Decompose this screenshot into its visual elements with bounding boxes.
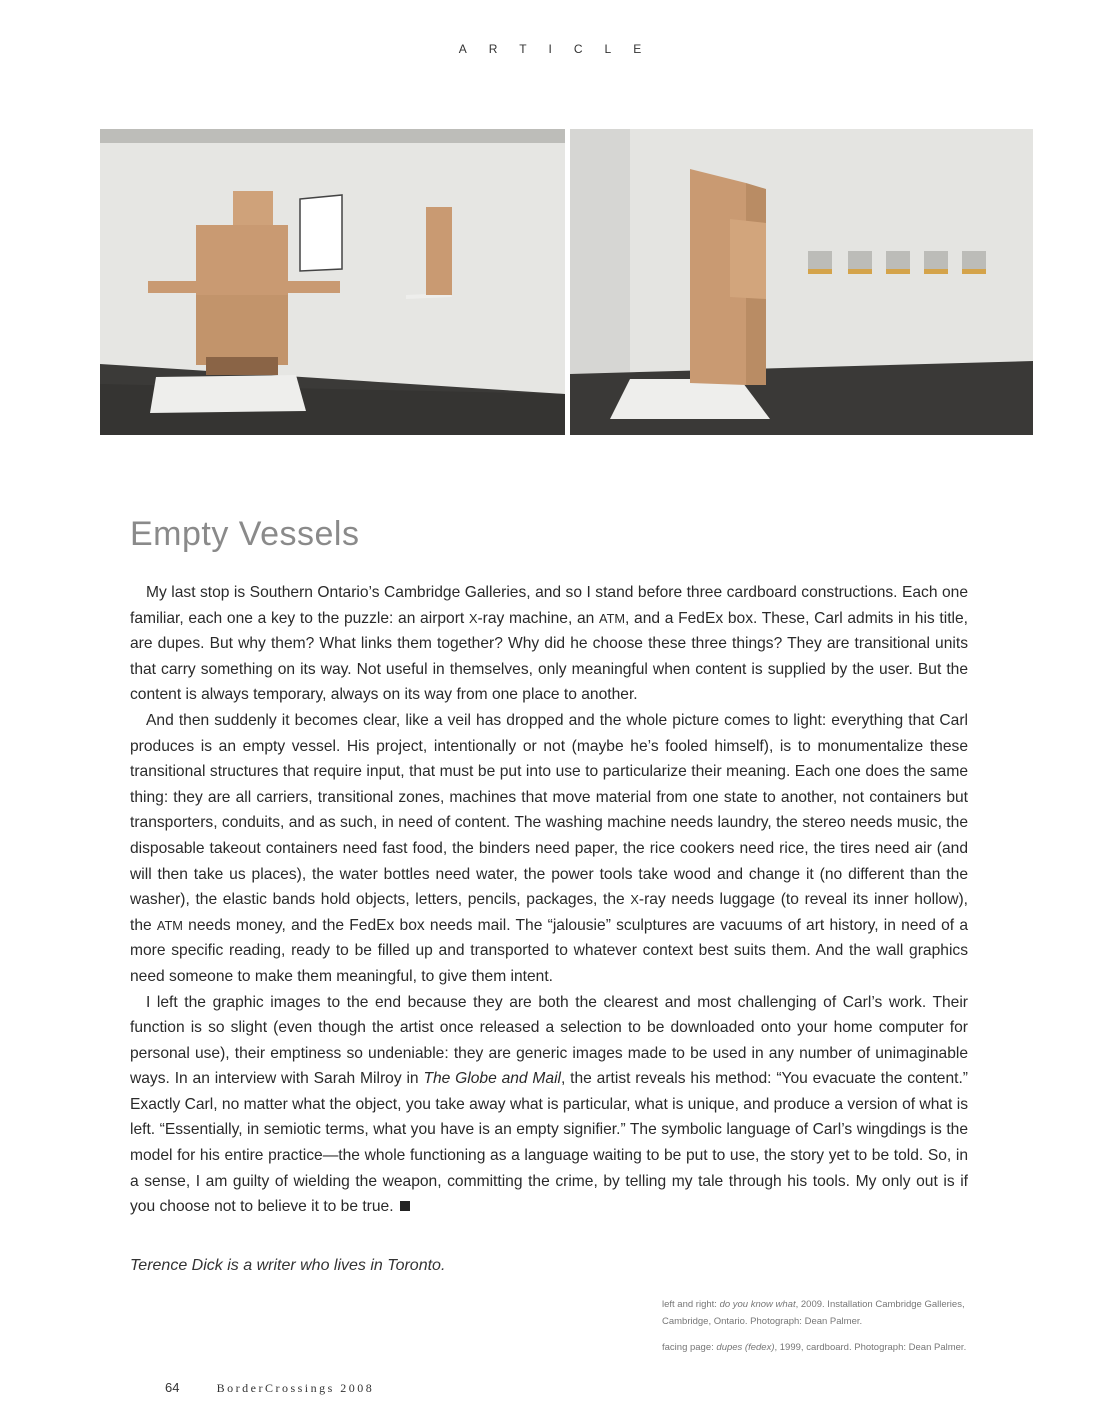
- end-mark-icon: [400, 1201, 410, 1211]
- caption: left and right: do you know what, 2009. Installation Cambridge Galleries, Cambridge, Ontario. Photograph: Dean Palmer.: [662, 1299, 965, 1327]
- page-number: 64: [165, 1380, 180, 1395]
- installation-photo-right: [570, 129, 1033, 435]
- photo-captions: [662, 1297, 972, 1367]
- paragraph: My last stop is Southern Ontario’s Cambridge Galleries, and so I stand before three cardboard constructions. Each one familiar, each one a key to the puzzle: an airport X-ray machine, an ATM, and a FedEx box. These, Carl admits in his title, are dupes. But why them? What links them together? Why did he choose these three things? They are transitional units that carry something on its way. Not useful in themselves, only meaningful when content is supplied by the user. But the content is always temporary, always on its way from one place to another.: [130, 584, 969, 704]
- article-title: Empty Vessels: [130, 515, 360, 553]
- paragraph: I left the graphic images to the end because they are both the clearest and most challenging of Carl’s work. Their function is so slight (even though the artist once released a selection to be downloaded onto your home computer for personal use), their emptiness so undeniable: they are generic images made to be used in any number of unimaginable ways. In an interview with Sarah Milroy in The Globe and Mail, the artist reveals his method: “You evacuate the content.” Exactly Carl, no matter what the object, you take away what is particular, what is unique, and produce a version of what is left. “Essentially, in semiotic terms, what you have is an empty signifier.” The symbolic language of Carl’s wingdings is the model for his entire practice—the whole functioning as a language waiting to be put to use, the story yet to be told. So, in a sense, I am guilty of wielding the weapon, committing the crime, by telling my tale through his tools. My only out is if you choose not to believe it to be true.: [130, 993, 968, 1216]
- caption: facing page: dupes (fedex), 1999, cardboard. Photograph: Dean Palmer.: [662, 1342, 967, 1353]
- page-footer: [165, 1380, 374, 1396]
- installation-photo-left: [100, 129, 565, 435]
- article-body: [130, 580, 968, 1220]
- magazine-name: BorderCrossings 2008: [216, 1381, 375, 1395]
- gallery-photo-image: [570, 129, 1033, 435]
- section-label: ARTICLE: [458, 42, 664, 56]
- gallery-photo-image: [100, 129, 565, 435]
- author-bio: Terence Dick is a writer who lives in Toronto.: [130, 1257, 446, 1274]
- paragraph: And then suddenly it becomes clear, like a veil has dropped and the whole picture comes to light: everything that Carl produces is an empty vessel. His project, intentionally or not (maybe he’s fooled himself), is to monumentalize these transitional structures that require input, that must be put into use to particularize their meaning. Each one does the same thing: they are all carriers, transitional zones, machines that move material from one state to another, not containers but transporters, conduits, and as such, in need of content. The washing machine needs laundry, the stereo needs music, the disposable takeout containers need fast food, the binders need paper, the rice cookers need rice, the tires need air (and will then take us places), the water bottles need water, the power tools take wood and change it (no different than the washer), the elastic bands hold objects, letters, pencils, packages, the X-ray needs luggage (to reveal its inner hollow), the ATM needs money, and the FedEx box needs mail. The “jalousie” sculptures are vacuums of art history, in need of a more specific reading, ready to be filled up and transported to whatever context best suits them. And the wall graphics need someone to make them meaningful, to give them intent.: [130, 711, 969, 985]
